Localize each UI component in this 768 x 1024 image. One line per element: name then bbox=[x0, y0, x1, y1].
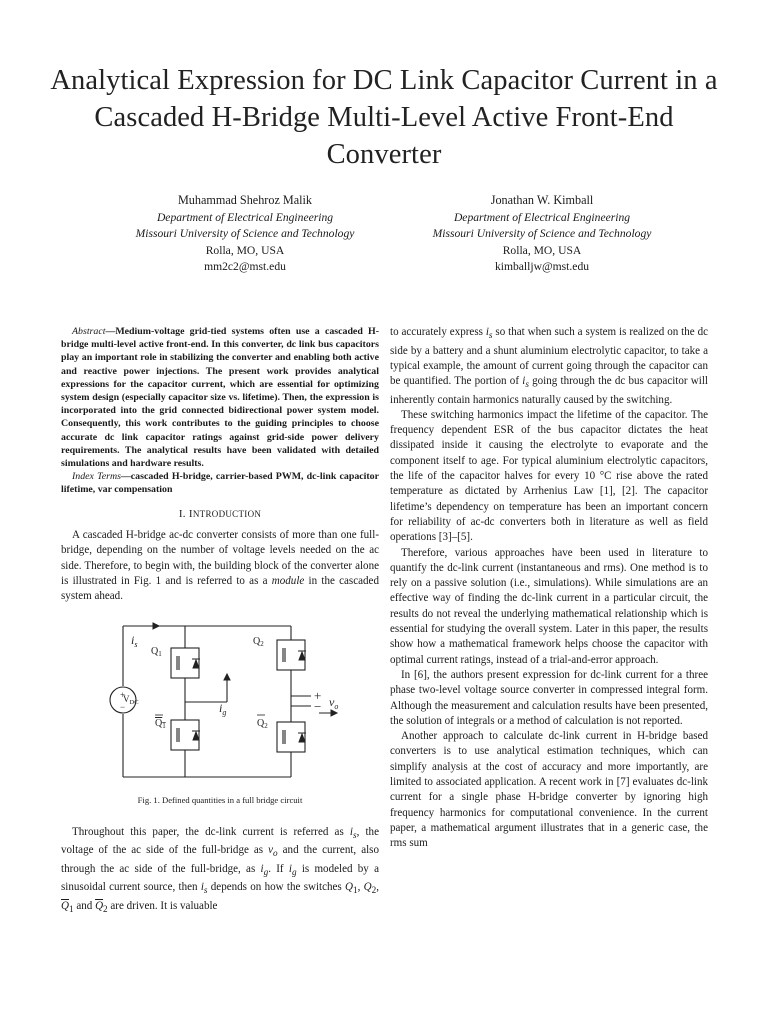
author-location: Rolla, MO, USA bbox=[502, 243, 582, 257]
source-plus-sign: + bbox=[120, 690, 126, 701]
right-paragraph-2: These switching harmonics impact the lifetime of the capacitor. The frequency dependent ESR of the bus capacitor dictates the heat dissipated inside it causing the electrolyte to evaporate and the component itself to age. For typical aluminium electrolytic capacitors, the life of the capacitor halves for every 10 °C rise above the rated temperature as dictated by Arrhenius Law [1], [2]. The capacitor lifetime’s dependency on temperature has been an important concern for reliability of ac-dc converters both in literature as well as field operations [3]–[5]. bbox=[390, 408, 708, 544]
figure-caption: Fig. 1. Defined quantities in a full bridge circuit bbox=[137, 795, 303, 806]
index-terms-label: Index Terms bbox=[72, 471, 121, 483]
output-plus: + bbox=[314, 688, 322, 704]
author-email: kimballjw@mst.edu bbox=[494, 260, 590, 273]
figure-full-bridge bbox=[101, 614, 367, 789]
abstract bbox=[61, 325, 379, 470]
label-q2: $Q_2$ bbox=[253, 636, 264, 649]
full-bridge-circuit-diagram bbox=[101, 614, 367, 789]
label-is: $i_s$ bbox=[131, 633, 138, 650]
right-column bbox=[390, 325, 708, 852]
label-q1-bar: $Q_1$ bbox=[155, 718, 166, 731]
module-emphasis: module bbox=[271, 574, 305, 587]
intro-paragraph: A cascaded H-bridge ac-dc converter consists of more than one full-bridge, depending on the number of voltage levels needed on the ac side. Therefore, to begin with, the building block of the converter alone is illustrated in Fig. 1 and is referred to as a module in the cascaded system ahead. bbox=[61, 528, 379, 603]
author-university: Missouri University of Science and Technology bbox=[432, 227, 652, 240]
right-paragraph-5: Another approach to calculate dc-link current in H-bridge based converters is to use analytical estimation techniques, which can simplify analysis at the cost of accuracy and more importantly, are limited to associated application. A recent work in [7] evaluates dc-link current for a single phase H-bridge converter by ignoring high frequency harmonics for computational convenience. In the current paper, a mathematical argument illustrates that in a generic case, the rms sum bbox=[390, 730, 708, 850]
author-department: Department of Electrical Engineering bbox=[453, 210, 631, 224]
label-vdc: $V_{DC}$ bbox=[123, 694, 139, 707]
label-vo: $v_o$ bbox=[329, 695, 339, 712]
right-paragraph-3: Therefore, various approaches have been used in literature to quantify the dc-link current (instantaneous and rms). One method is to rely on a passive solution (i.e., simulations). While simulations are an effective way of finding the dc-link current in a particular circuit, the results do not reveal the underlying mathematical relationship which is essential for studying the overall system. Later in this paper, the results show how a mathematical framework helps choose the capacitor with optimal current ratings, instead of a trial-and-error approach. bbox=[390, 546, 708, 666]
author-block-1 bbox=[95, 192, 395, 276]
index-terms-text: —cascaded H-bridge, carrier-based PWM, dc-link capacitor lifetime, var compensation bbox=[61, 471, 380, 496]
right-paragraph-4: In [6], the authors present expression for dc-link current for a three phase two-level voltage source converter in compressed integral form. Although the measurement and calculation results have been presented, the solution of integrals or a method of calculation is not reported. bbox=[390, 668, 708, 727]
author-email: mm2c2@mst.edu bbox=[204, 260, 286, 273]
author-department: Department of Electrical Engineering bbox=[156, 210, 334, 224]
left-tail-paragraph: Throughout this paper, the dc-link current is referred as $i_s$, the voltage of the ac side of the full-bridge as $v_o$ and the current, also through the ac side of the full-bridge, as $i_g$. If $i_g$ is modeled by a sinusoidal current source, then $i_s$ depends on how the switches $Q_1$, $Q_2$, $\overline{Q}_1$ and $\overline{Q}_2$ are driven. It is valuable bbox=[61, 825, 379, 914]
abstract-text: —Medium-voltage grid-tied systems often use a cascaded H-bridge multi-level active front-end. In this converter, dc link bus capacitors play an important role in stabilizing the converter and enabling both active and reactive power injections. The present work provides analytical expressions for the capacitor current, which are essential for optimizing system design (especially capacitor size vs. lifetime). Then, the expression is incorporated into the grid connected bidirectional power system model. Consequently, this work contributes to the guiding principles to choose accurate dc link capacitor ratings against grid-side power delivery requirements. The analytical results have been validated with detailed simulations and hardware results. bbox=[61, 326, 379, 470]
source-minus-sign: − bbox=[120, 702, 126, 713]
author-university: Missouri University of Science and Technology bbox=[135, 227, 355, 240]
right-paragraph-1: to accurately express $i_s$ so that when such a system is realized on the dc side by a battery and a shunt aluminium electrolytic capacitor, to take a typical example, the amount of current going through the capacitor can be quantified. The portion of $i_s$ going through the dc bus capacitor will inherently contain harmonics naturally caused by the switching. bbox=[390, 326, 708, 406]
paper-title: Analytical Expression for DC Link Capacitor Current in a Cascaded H-Bridge Multi-Level Active Front-End Converter bbox=[50, 65, 718, 170]
author-location: Rolla, MO, USA bbox=[205, 243, 285, 257]
index-terms bbox=[61, 470, 379, 496]
label-ig: $i_g$ bbox=[219, 701, 227, 718]
label-q1: $Q_1$ bbox=[151, 646, 162, 659]
author-block-2 bbox=[392, 192, 692, 276]
label-q2-bar: $Q_2$ bbox=[257, 718, 268, 731]
output-minus: − bbox=[314, 699, 322, 715]
section-heading: I. INTRODUCTION bbox=[178, 507, 262, 520]
author-name: Muhammad Shehroz Malik bbox=[177, 193, 313, 207]
left-column bbox=[61, 325, 379, 917]
author-name: Jonathan W. Kimball bbox=[490, 193, 594, 207]
abstract-label: Abstract bbox=[72, 326, 106, 337]
